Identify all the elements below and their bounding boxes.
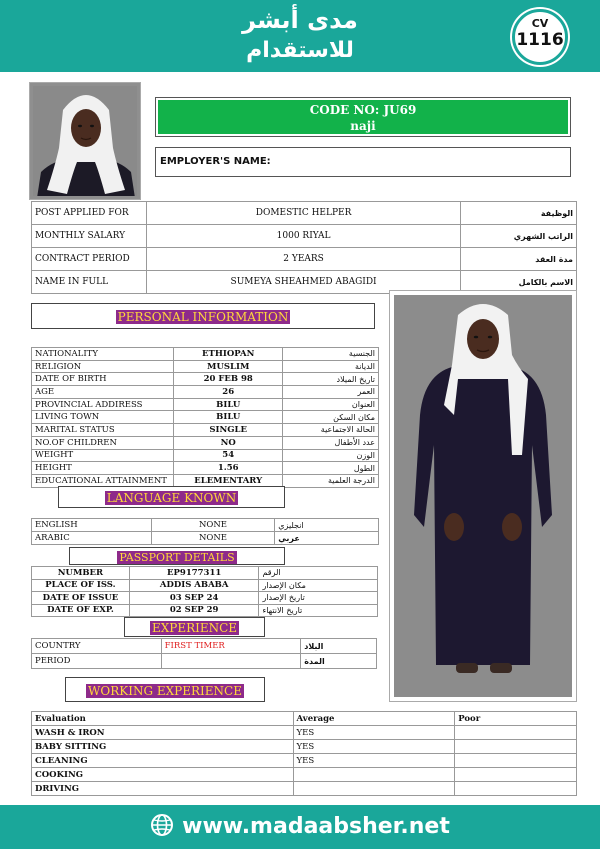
column-header: Average xyxy=(293,712,455,726)
job-details-table xyxy=(31,201,577,294)
passport-label-ar: الرقم xyxy=(259,567,378,580)
info-label: WEIGHT xyxy=(32,449,174,462)
passport-title xyxy=(69,547,285,565)
info-value: 54 xyxy=(173,449,283,462)
skill-poor xyxy=(455,768,577,782)
job-label: CONTRACT PERIOD xyxy=(32,248,147,271)
language-label-ar: انجليزي xyxy=(275,519,379,532)
passport-heading: PASSPORT DETAILS xyxy=(119,551,235,564)
skill-poor xyxy=(455,754,577,768)
table-row xyxy=(32,424,379,437)
language-title xyxy=(58,486,285,508)
info-value: 1.56 xyxy=(173,462,283,475)
table-row xyxy=(32,398,379,411)
passport-label-ar: تاريخ الانتهاء xyxy=(259,604,378,617)
skill-name: CLEANING xyxy=(32,754,294,768)
portrait-photo xyxy=(29,82,141,200)
job-label-ar: الوظيفة xyxy=(461,202,577,225)
info-label-ar: الوزن xyxy=(283,449,379,462)
language-label-ar: عربي xyxy=(275,532,379,545)
job-value: 1000 RIYAL xyxy=(146,225,460,248)
table-row xyxy=(32,436,379,449)
website-link[interactable]: www.madaabsher.net xyxy=(182,814,450,839)
info-value: BILU xyxy=(173,398,283,411)
skill-average: YES xyxy=(293,740,455,754)
table-row xyxy=(32,411,379,424)
globe-icon xyxy=(150,813,174,837)
table-row xyxy=(32,532,379,545)
table-row xyxy=(32,592,378,605)
job-label: NAME IN FULL xyxy=(32,271,147,294)
experience-label-ar: المدة xyxy=(301,654,377,669)
experience-table xyxy=(31,638,377,669)
table-row xyxy=(32,202,577,225)
skill-name: BABY SITTING xyxy=(32,740,294,754)
job-label-ar: الاسم بالكامل xyxy=(461,271,577,294)
info-value: 26 xyxy=(173,386,283,399)
code-box xyxy=(155,97,571,137)
brand-name-line1: مدى أبشر xyxy=(242,6,358,34)
working-experience-title xyxy=(65,677,265,702)
table-row xyxy=(32,462,379,475)
passport-value: 03 SEP 24 xyxy=(129,592,259,605)
table-row xyxy=(32,225,577,248)
skill-name: WASH & IRON xyxy=(32,726,294,740)
skill-poor xyxy=(455,740,577,754)
candidate-nickname: naji xyxy=(350,119,376,133)
table-header-row xyxy=(32,712,577,726)
info-label: RELIGION xyxy=(32,360,174,373)
cv-label: CV xyxy=(531,17,549,30)
personal-info-heading: PERSONAL INFORMATION xyxy=(117,310,289,324)
language-label: ARABIC xyxy=(32,532,152,545)
passport-label: PLACE OF ISS. xyxy=(32,579,130,592)
code-banner xyxy=(158,100,568,134)
brand-name-line2: للاستقدام xyxy=(246,38,354,63)
info-value: NO xyxy=(173,436,283,449)
footer-bar xyxy=(0,805,600,849)
table-row xyxy=(32,348,379,361)
table-row xyxy=(32,782,577,796)
table-row xyxy=(32,248,577,271)
info-value: ETHIOPAN xyxy=(173,348,283,361)
employer-name-label: EMPLOYER'S NAME: xyxy=(160,156,271,167)
cv-badge xyxy=(512,9,568,65)
column-header: Poor xyxy=(455,712,577,726)
header-bar xyxy=(0,0,600,72)
info-label: HEIGHT xyxy=(32,462,174,475)
skill-poor xyxy=(455,782,577,796)
job-value: DOMESTIC HELPER xyxy=(146,202,460,225)
full-body-silhouette xyxy=(394,295,572,697)
column-header: Evaluation xyxy=(32,712,294,726)
skill-average: YES xyxy=(293,726,455,740)
info-label-ar: العنوان xyxy=(283,398,379,411)
table-row xyxy=(32,567,378,580)
cv-number: 1116 xyxy=(516,30,564,50)
info-value: 20 FEB 98 xyxy=(173,373,283,386)
table-row xyxy=(32,726,577,740)
language-level: NONE xyxy=(151,519,275,532)
info-label: LIVING TOWN xyxy=(32,411,174,424)
info-label-ar: عدد الأطفال xyxy=(283,436,379,449)
experience-label: PERIOD xyxy=(32,654,162,669)
info-label: NO.OF CHILDREN xyxy=(32,436,174,449)
skill-name: DRIVING xyxy=(32,782,294,796)
working-experience-table xyxy=(31,711,577,796)
job-label-ar: الراتب الشهري xyxy=(461,225,577,248)
skill-name: COOKING xyxy=(32,768,294,782)
table-row xyxy=(32,373,379,386)
info-value: ELEMENTARY xyxy=(173,474,283,487)
table-row xyxy=(32,449,379,462)
job-label-ar: مدة العقد xyxy=(461,248,577,271)
experience-title xyxy=(124,617,265,637)
info-label-ar: مكان السكن xyxy=(283,411,379,424)
portrait-silhouette xyxy=(33,86,137,196)
info-label: AGE xyxy=(32,386,174,399)
info-label: DATE OF BIRTH xyxy=(32,373,174,386)
info-value: MUSLIM xyxy=(173,360,283,373)
passport-label: DATE OF EXP. xyxy=(32,604,130,617)
info-label-ar: الدرجة العلمية xyxy=(283,474,379,487)
experience-heading: EXPERIENCE xyxy=(151,621,238,635)
table-row xyxy=(32,386,379,399)
job-label: MONTHLY SALARY xyxy=(32,225,147,248)
skill-average: YES xyxy=(293,754,455,768)
skill-average xyxy=(293,782,455,796)
job-value: 2 YEARS xyxy=(146,248,460,271)
info-label-ar: الطول xyxy=(283,462,379,475)
info-label-ar: الجنسية xyxy=(283,348,379,361)
table-row xyxy=(32,360,379,373)
language-table xyxy=(31,518,379,545)
info-label-ar: الحالة الاجتماعية xyxy=(283,424,379,437)
table-row xyxy=(32,519,379,532)
passport-label: NUMBER xyxy=(32,567,130,580)
table-row xyxy=(32,740,577,754)
passport-label-ar: مكان الإصدار xyxy=(259,579,378,592)
table-row xyxy=(32,579,378,592)
info-label: NATIONALITY xyxy=(32,348,174,361)
experience-label-ar: البلاد xyxy=(301,639,377,654)
job-value: SUMEYA SHEAHMED ABAGIDI xyxy=(146,271,460,294)
info-value: SINGLE xyxy=(173,424,283,437)
experience-label: COUNTRY xyxy=(32,639,162,654)
table-row xyxy=(32,654,377,669)
full-body-photo xyxy=(389,290,577,702)
info-label: EDUCATIONAL ATTAINMENT xyxy=(32,474,174,487)
experience-value: FIRST TIMER xyxy=(161,639,301,654)
code-number: CODE NO: JU69 xyxy=(309,103,417,117)
language-heading: LANGUAGE KNOWN xyxy=(106,491,237,505)
passport-value: ADDIS ABABA xyxy=(129,579,259,592)
table-row xyxy=(32,754,577,768)
table-row xyxy=(32,768,577,782)
language-level: NONE xyxy=(151,532,275,545)
working-experience-heading: WORKING EXPERIENCE xyxy=(88,684,242,698)
personal-info-table xyxy=(31,347,379,488)
skill-average xyxy=(293,768,455,782)
language-label: ENGLISH xyxy=(32,519,152,532)
info-value: BILU xyxy=(173,411,283,424)
info-label: MARITAL STATUS xyxy=(32,424,174,437)
info-label-ar: الديانة xyxy=(283,360,379,373)
passport-label-ar: تاريخ الإصدار xyxy=(259,592,378,605)
employer-name-box xyxy=(155,147,571,177)
skill-poor xyxy=(455,726,577,740)
passport-label: DATE OF ISSUE xyxy=(32,592,130,605)
info-label: PROVINCIAL ADDIRESS xyxy=(32,398,174,411)
table-row xyxy=(32,639,377,654)
passport-value: EP9177311 xyxy=(129,567,259,580)
info-label-ar: تاريخ الميلاد xyxy=(283,373,379,386)
info-label-ar: العمر xyxy=(283,386,379,399)
personal-info-title xyxy=(31,303,375,329)
job-label: POST APPLIED FOR xyxy=(32,202,147,225)
table-row xyxy=(32,604,378,617)
passport-table xyxy=(31,566,378,617)
experience-value xyxy=(161,654,301,669)
passport-value: 02 SEP 29 xyxy=(129,604,259,617)
